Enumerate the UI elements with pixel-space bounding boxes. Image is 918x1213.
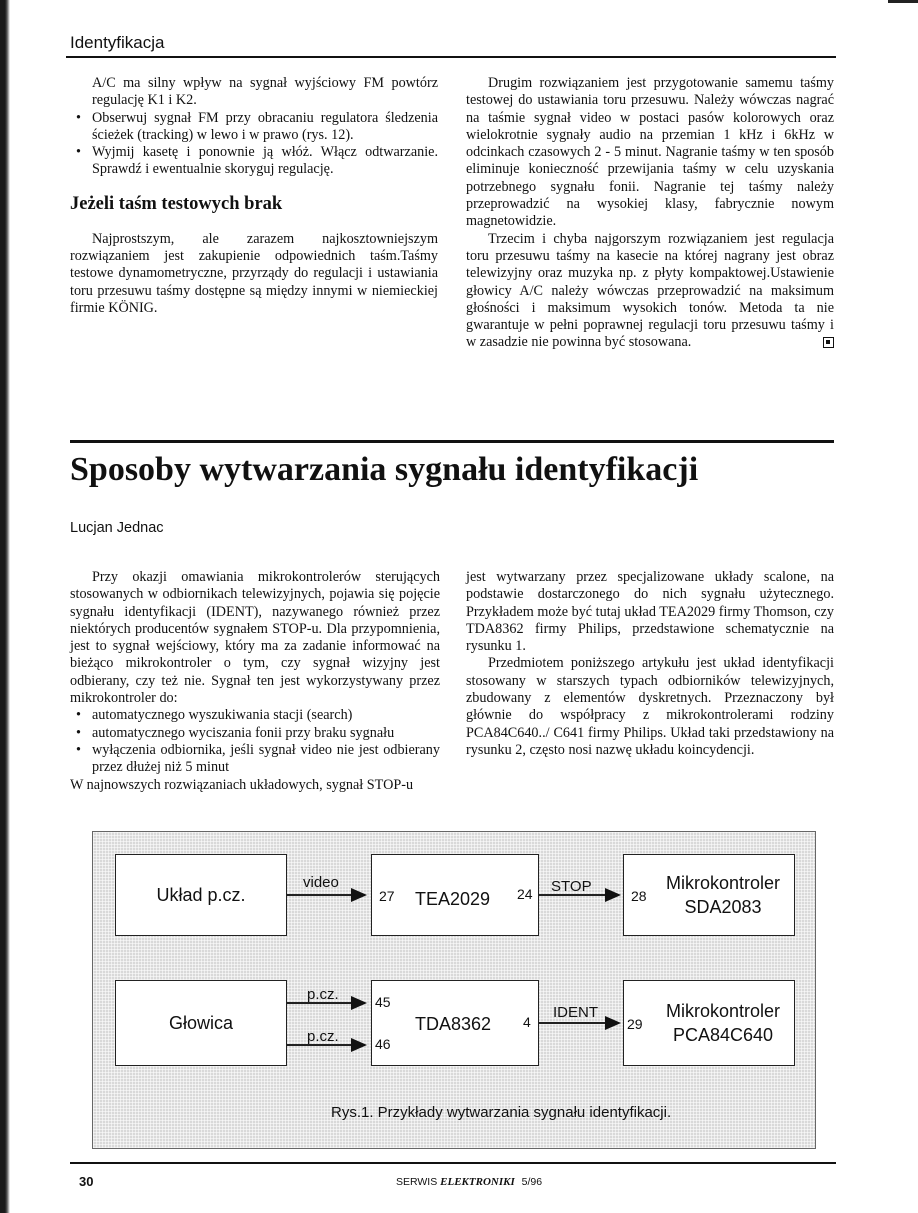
paragraph: Drugim rozwiązaniem jest przygotowanie samemu taśmy testowej do ustawiania toru przesuwu. Należy wówczas nagrać na taśmie sygnał video w postaci pasów kolorowych oraz wielokrotnie sygnały audio na przemian 1 kHz i 6kHz w odcinkach czasowych 2 - 5 minut. Nagranie taśmy w ten sposób eliminuje konieczność przewijania taśmy w celu uzyskania potrzebnego sygnału fonii. Nagranie tej taśmy należy przeprowadzić na wysokiej klasy, fabrycznie nowym magnetowidzie. — [466, 75, 834, 230]
magazine-brand: ELEKTRONIKI — [440, 1176, 515, 1188]
arrow-right-icon — [605, 1016, 621, 1030]
magazine-prefix: SERWIS — [396, 1176, 438, 1188]
box-label: Głowica — [168, 1013, 234, 1033]
paragraph-text: Trzecim i chyba najgorszym rozwiązaniem jest regulacja toru przesuwu taśmy na kasecie na której nagrany jest obraz telewizyjny oraz muzyka np. z płyty kompaktowej.Ustawienie głowicy A/C należy wówczas przeprowadzić na maksimum głośności i maksimum wysokich tonów. Metoda ta nie gwarantuje w pełni poprawnej regulacji toru przesuwu taśmy i w zasadzie nie powinna być stosowana. — [466, 230, 834, 351]
chip-label: TEA2029 — [415, 889, 491, 909]
paragraph — [466, 231, 834, 352]
pin-label: 4 — [523, 1014, 531, 1030]
pin-label: 46 — [375, 1036, 391, 1052]
arrow-right-icon — [351, 996, 367, 1010]
end-of-article-icon — [823, 337, 834, 348]
pin-label: 45 — [375, 994, 391, 1010]
list-item: • automatycznego wyciszania fonii przy braku sygnału — [70, 725, 440, 742]
box-label: PCA84C640 — [672, 1025, 774, 1045]
paragraph: Najprostszym, ale zarazem najkosztowniejszym rozwiązaniem jest zakupienie odpowiednich taśm.Taśmy testowe dynamometryczne, przyrządy do regulacji i ustawiania toru przesuwu taśmy dostępne są między innymi w niemieckiej firmie KÖNIG. — [70, 230, 438, 316]
paragraph: Przy okazji omawiania mikrokontrolerów sterujących stosowanych w odbiornikach telewizyjnych, pojawia się pojęcie sygnału identyfikacji (IDENT), nazywanego również przez niektórych producentów sygnałem STOP-u. Dla przypomnienia, jest to sygnał wejściowy, który ma za zadanie informować na bieżąco mikrokontroler o tym, czy sygnał wizyjny jest odbierany, czy też nie. Sygnał ten jest wykorzystywany przez mikrokontroler do: — [70, 569, 440, 707]
upper-right-column — [466, 75, 834, 352]
scan-corner-mark — [888, 0, 918, 3]
pin-label: 28 — [631, 888, 647, 904]
header-rule — [66, 56, 836, 58]
wire-label-pcz: p.cz. — [307, 1028, 339, 1045]
article-left-column — [70, 569, 440, 794]
figure-block-diagram — [92, 831, 816, 1149]
mcu-box-sda2083 — [623, 854, 795, 936]
arrow-right-icon — [351, 888, 367, 902]
figure-caption: Rys.1. Przykłady wytwarzania sygnału identyfikacji. — [331, 1104, 672, 1121]
paragraph: A/C ma silny wpływ na sygnał wyjściowy FM powtórz regulację K1 i K2. — [92, 75, 438, 109]
arrow-right-icon — [351, 1038, 367, 1052]
article-title: Sposoby wytwarzania sygnału identyfikacji — [70, 451, 699, 488]
chip-label: TDA8362 — [415, 1014, 492, 1034]
wire-label-video: video — [303, 874, 339, 891]
source-box-układ-pcz — [115, 854, 287, 936]
running-head: Identyfikacja — [70, 33, 165, 52]
magazine-issue: 5/96 — [521, 1176, 543, 1188]
list-item: • automatycznego wyszukiwania stacji (search) — [70, 707, 440, 724]
arrow-right-icon — [605, 888, 621, 902]
box-label: SDA2083 — [684, 897, 762, 917]
box-label: Mikrokontroler — [665, 873, 781, 893]
page-number: 30 — [79, 1174, 94, 1189]
pin-label: 29 — [627, 1016, 643, 1032]
paragraph: W najnowszych rozwiązaniach układowych, sygnał STOP-u — [70, 776, 414, 793]
box-label: Układ p.cz. — [156, 885, 246, 905]
bullet-list — [70, 707, 440, 776]
article-right-column — [466, 569, 834, 759]
pin-label: 27 — [379, 888, 395, 904]
author: Lucjan Jednac — [70, 520, 164, 536]
source-box-głowica — [115, 980, 287, 1066]
list-item: • wyłączenia odbiornika, jeśli sygnał video nie jest odbierany przez dłużej niż 5 minut — [70, 742, 440, 777]
paragraph: Przedmiotem poniższego artykułu jest układ identyfikacji stosowany w starszych typach odbiorników telewizyjnych, zbudowany z elementów dyskretnych. Przeznaczony był głównie do współpracy z mikrokontrolerami rodziny PCA84C640../ C641 firmy Philips. Układ taki przedstawiony na rysunku 2, często nosi nazwę układu koincydencji. — [466, 655, 834, 758]
paragraph: jest wytwarzany przez specjalizowane układy scalone, na podstawie dostarczonego do nich sygnału użytecznego. Przykładem może być tutaj układ TEA2029 firmy Thomson, czy TDA8362 firmy Philips, przedstawione schematycznie na rysunku 1. — [466, 569, 834, 655]
list-item: • Obserwuj sygnał FM przy obracaniu regulatora śledzenia ścieżek (tracking) w lewo i w prawo (rys. 12). — [70, 110, 438, 145]
mcu-box-pca84c640 — [623, 980, 795, 1066]
pin-label: 24 — [517, 886, 533, 902]
wire-label-pcz: p.cz. — [307, 986, 339, 1003]
bullet-list — [70, 110, 438, 179]
magazine-footer — [396, 1176, 542, 1188]
box-label: Mikrokontroler — [665, 1001, 781, 1021]
scan-edge — [0, 0, 10, 1213]
list-item: • Wyjmij kasetę i ponownie ją włóż. Włącz odtwarzanie. Sprawdź i ewentualnie skoryguj regulację. — [70, 144, 438, 179]
wire-label-ident: IDENT — [553, 1004, 598, 1021]
footer-rule — [70, 1162, 836, 1164]
section-subheading: Jeżeli taśm testowych brak — [70, 193, 283, 214]
section-rule — [70, 440, 834, 443]
wire-label-stop: STOP — [551, 878, 592, 895]
upper-left-column — [70, 75, 438, 317]
